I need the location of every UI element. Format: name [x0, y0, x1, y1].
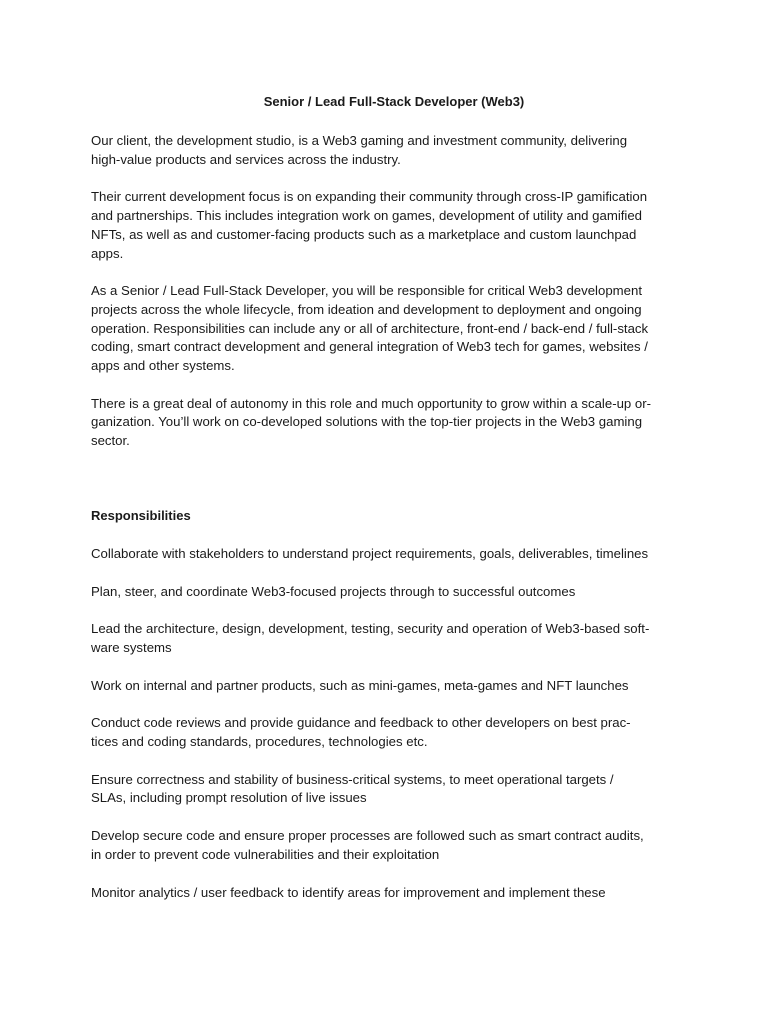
intro-paragraph-4	[91, 395, 691, 451]
responsibility-item	[91, 884, 691, 903]
text-line: NFTs, as well as and customer-facing products such as a marketplace and custom launchpad	[91, 226, 637, 242]
text-line: apps.	[91, 245, 124, 261]
text-line: Lead the architecture, design, development, testing, security and operation of Web3-based soft-	[91, 621, 650, 637]
text-line: sector.	[91, 433, 130, 449]
section-spacer	[91, 470, 691, 507]
text-line: Plan, steer, and coordinate Web3-focused projects through to successful outcomes	[91, 583, 576, 599]
text-line: Our client, the development studio, is a Web3 gaming and investment community, delivering	[91, 133, 628, 148]
text-line: As a Senior / Lead Full-Stack Developer, you will be responsible for critical Web3 development	[91, 283, 642, 299]
text-line: Conduct code reviews and provide guidance and feedback to other developers on best prac-	[91, 715, 631, 731]
intro-paragraph-1	[91, 132, 691, 169]
text-line: and partnerships. This includes integration work on games, development of utility and gamified	[91, 208, 643, 224]
responsibility-item	[91, 827, 691, 864]
responsibilities-heading: Responsibilities	[91, 507, 191, 523]
text-line: Collaborate with stakeholders to understand project requirements, goals, deliverables, timelines	[91, 545, 649, 561]
document-page	[91, 93, 691, 921]
text-line: Ensure correctness and stability of business-critical systems, to meet operational targets /	[91, 771, 614, 787]
responsibility-item	[91, 620, 691, 657]
intro-section	[91, 132, 691, 451]
intro-paragraph-2	[91, 188, 691, 263]
text-line: tices and coding standards, procedures, technologies etc.	[91, 734, 428, 750]
responsibility-item	[91, 771, 691, 808]
responsibility-item	[91, 677, 691, 696]
responsibilities-list	[91, 545, 691, 902]
responsibility-item	[91, 583, 691, 602]
intro-paragraph-3	[91, 282, 691, 376]
text-line: coding, smart contract development and general integration of Web3 tech for games, websites /	[91, 339, 648, 355]
text-line: SLAs, including prompt resolution of live issues	[91, 790, 367, 806]
text-line: apps and other systems.	[91, 358, 235, 374]
text-line: projects across the whole lifecycle, from ideation and development to deployment and ongoing	[91, 301, 642, 317]
text-line: Work on internal and partner products, such as mini-games, meta-games and NFT launches	[91, 677, 629, 693]
responsibility-item	[91, 714, 691, 751]
text-line: operation. Responsibilities can include any or all of architecture, front-end / back-end / full-stack	[91, 320, 649, 336]
text-line: in order to prevent code vulnerabilities and their exploitation	[91, 846, 440, 862]
text-line: There is a great deal of autonomy in this role and much opportunity to grow within a scale-up or-	[91, 395, 652, 411]
text-line: Develop secure code and ensure proper processes are followed such as smart contract audits,	[91, 828, 644, 844]
text-line: ware systems	[91, 639, 172, 655]
document-title: Senior / Lead Full-Stack Developer (Web3)	[263, 94, 525, 109]
text-line: Their current development focus is on expanding their community through cross-IP gamification	[91, 189, 648, 205]
responsibility-item	[91, 545, 691, 564]
text-line: high-value products and services across the industry.	[91, 151, 401, 167]
text-line: ganization. You’ll work on co-developed solutions with the top-tier projects in the Web3 gaming	[91, 414, 643, 430]
text-line: Monitor analytics / user feedback to identify areas for improvement and implement these	[91, 884, 606, 900]
